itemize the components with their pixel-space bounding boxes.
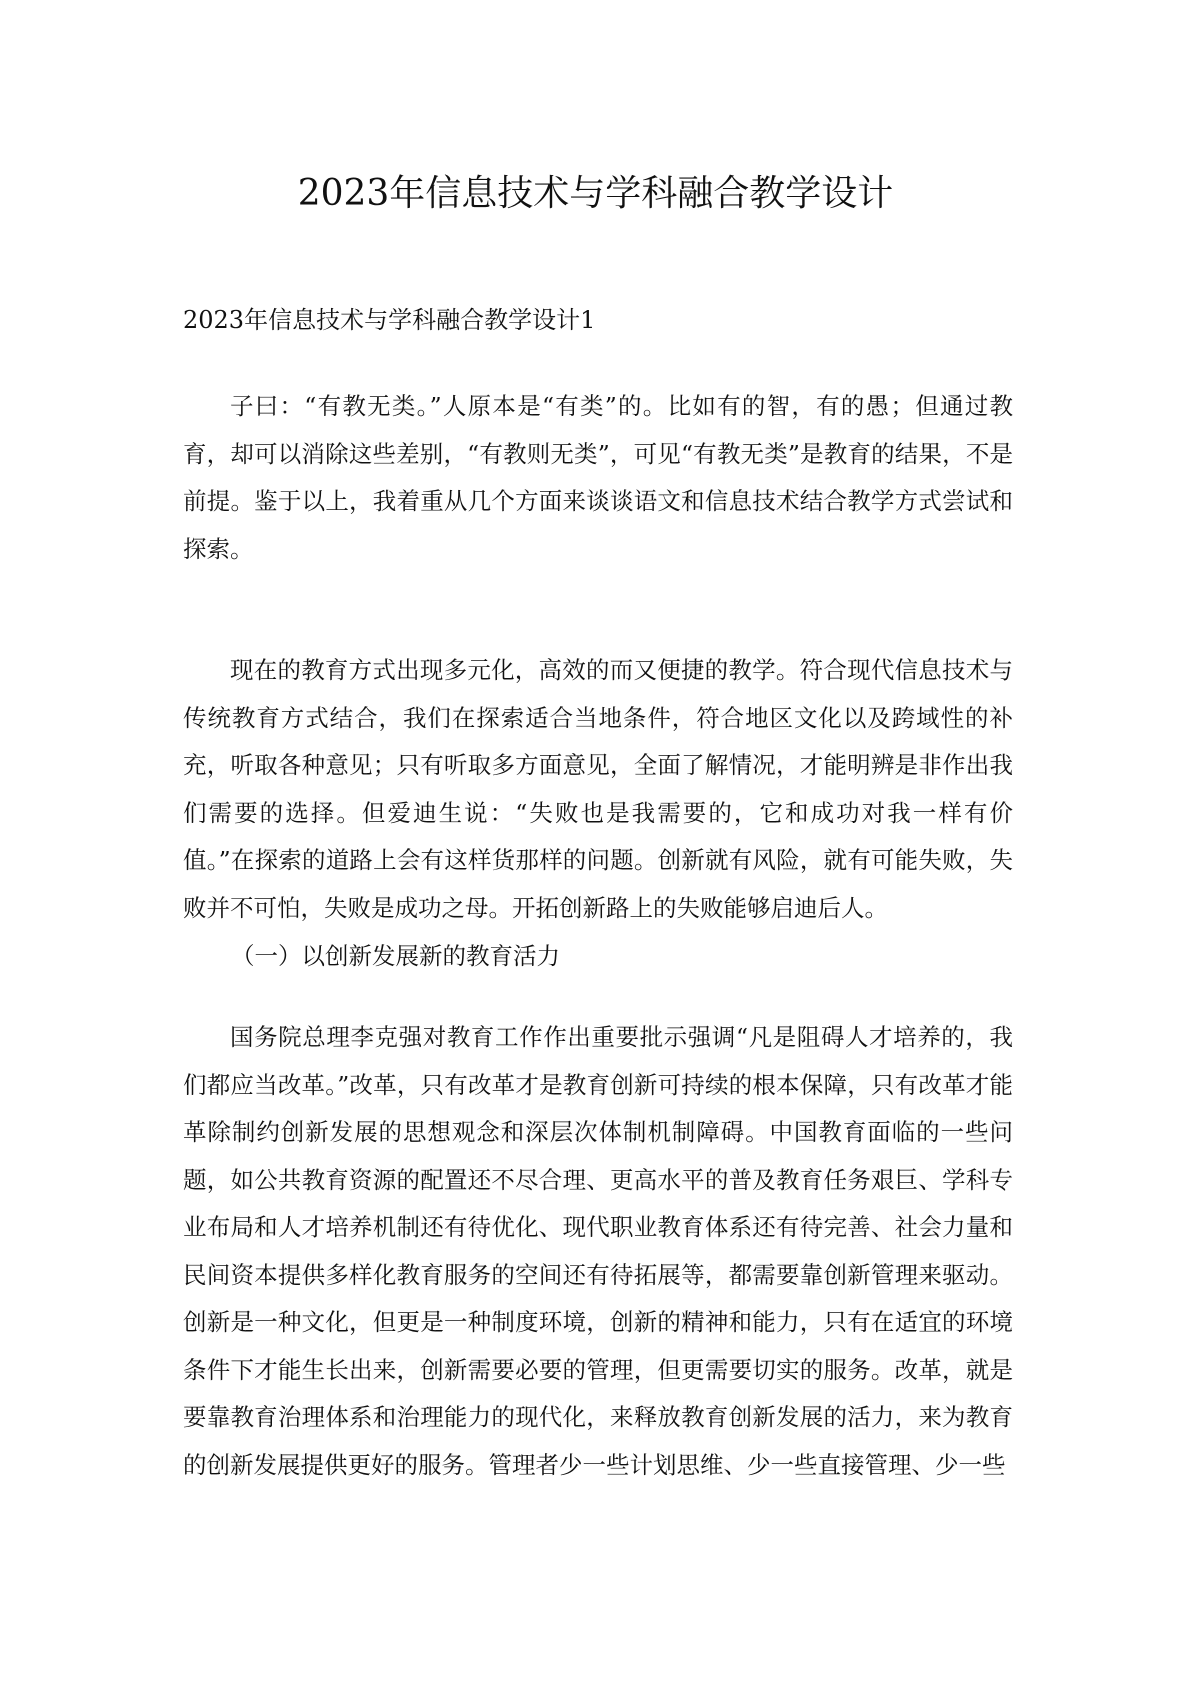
subheading-1: （一）以创新发展新的教育活力	[231, 942, 560, 970]
document-title: 2023年信息技术与学科融合教学设计	[297, 173, 894, 214]
paragraph-3: 国务院总理李克强对教育工作作出重要批示强调“凡是阻碍人才培养的，我们都应当改革。”改革，只有改革才是教育创新可持续的根本保障，只有改革才能革除制约创新发展的思想观念和深层次体制机制障碍。中国教育面临的一些问题，如公共教育资源的配置还不尽合理、更高水平的普及教育任务艰巨、学科专业布局和人才培养机制还有待优化、现代职业教育体系还有待完善、社会力量和民间资本提供多样化教育服务的空间还有待拓展等，都需要靠创新管理来驱动。创新是一种文化，但更是一种制度环境，创新的精神和能力，只有在适宜的环境条件下才能生长出来，创新需要必要的管理，但更需要切实的服务。改革，就是要靠教育治理体系和治理能力的现代化，来释放教育创新发展的活力，来为教育的创新发展提供更好的服务。管理者少一些计划思维、少一些直接管理、少一些	[183, 1023, 1013, 1479]
paragraph-2: 现在的教育方式出现多元化，高效的而又便捷的教学。符合现代信息技术与传统教育方式结合，我们在探索适合当地条件，符合地区文化以及跨域性的补充，听取各种意见；只有听取多方面意见，全面了解情况，才能明辨是非作出我们需要的选择。但爱迪生说：“失败也是我需要的，它和成功对我一样有价值。”在探索的道路上会有这样货那样的问题。创新就有风险，就有可能失败，失败并不可怕，失败是成功之母。开拓创新路上的失败能够启迪后人。	[183, 656, 1013, 922]
paragraph-1: 子曰：“有教无类。”人原本是“有类”的。比如有的智，有的愚；但通过教育，却可以消除这些差别，“有教则无类”，可见“有教无类”是教育的结果，不是前提。鉴于以上，我着重从几个方面来谈谈语文和信息技术结合教学方式尝试和探索。	[183, 392, 1013, 563]
section-title: 2023年信息技术与学科融合教学设计1	[183, 306, 596, 334]
